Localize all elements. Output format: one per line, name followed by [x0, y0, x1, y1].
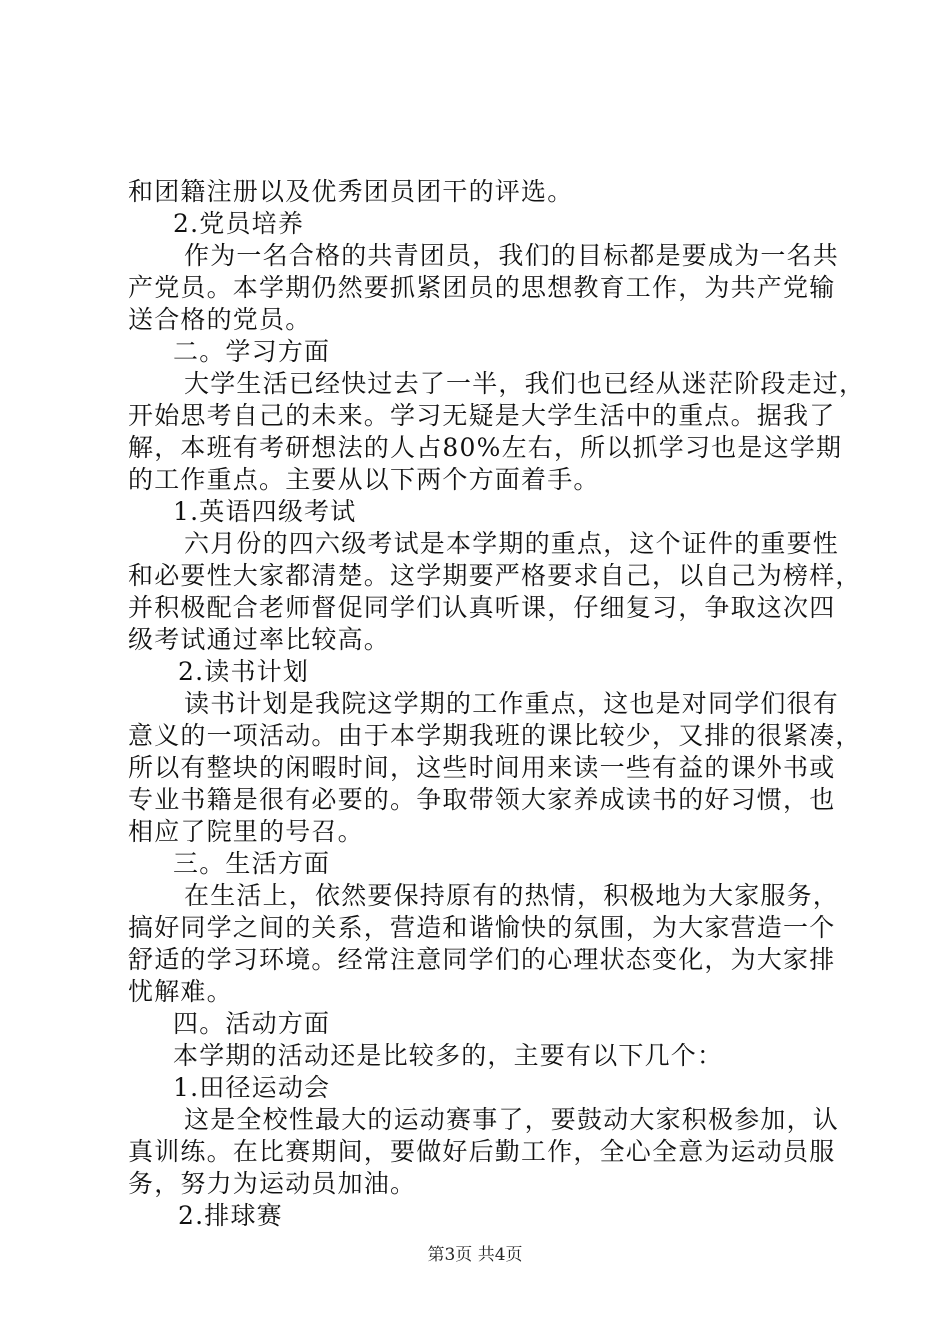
text-line: 作为一名合格的共青团员，我们的目标都是要成为一名共	[184, 241, 840, 270]
text-line: 忧解难。	[128, 977, 233, 1006]
text-line: 六月份的四六级考试是本学期的重点，这个证件的重要性	[184, 529, 840, 558]
text-line: 2.党员培养	[173, 209, 305, 238]
text-line: 2.排球赛	[178, 1201, 283, 1230]
text-line: 真训练。在比赛期间，要做好后勤工作，全心全意为运动员服	[128, 1137, 836, 1166]
document-body	[128, 176, 866, 1232]
text-line: 二。学习方面	[173, 337, 331, 366]
text-line: 专业书籍是很有必要的。争取带领大家养成读书的好习惯，也	[128, 785, 836, 814]
text-line: 的工作重点。主要从以下两个方面着手。	[128, 465, 600, 494]
text-line: 四。活动方面	[173, 1009, 331, 1038]
text-line: 意义的一项活动。由于本学期我班的课比较少，又排的很紧凑，	[128, 721, 862, 750]
text-line: 送合格的党员。	[128, 305, 312, 334]
text-line: 开始思考自己的未来。学习无疑是大学生活中的重点。据我了	[128, 401, 836, 430]
text-line: 搞好同学之间的关系，营造和谐愉快的氛围，为大家营造一个	[128, 913, 836, 942]
text-line: 务，努力为运动员加油。	[128, 1169, 417, 1198]
text-line: 1.田径运动会	[173, 1073, 331, 1102]
text-line: 级考试通过率比较高。	[128, 625, 391, 654]
text-line: 和团籍注册以及优秀团员团干的评选。	[128, 177, 574, 206]
text-line: 并积极配合老师督促同学们认真听课，仔细复习，争取这次四	[128, 593, 836, 622]
text-line: 大学生活已经快过去了一半，我们也已经从迷茫阶段走过，	[184, 369, 866, 398]
text-line: 相应了院里的号召。	[128, 817, 364, 846]
text-line: 解，本班有考研想法的人占80%左右，所以抓学习也是这学期	[128, 433, 843, 462]
text-line: 舒适的学习环境。经常注意同学们的心理状态变化，为大家排	[128, 945, 836, 974]
text-line: 1.英语四级考试	[173, 497, 357, 526]
page-footer: 第3页 共4页	[427, 1245, 523, 1265]
text-line: 在生活上，依然要保持原有的热情，积极地为大家服务，	[184, 881, 840, 910]
text-line: 这是全校性最大的运动赛事了，要鼓动大家积极参加，认	[184, 1105, 840, 1134]
text-line: 产党员。本学期仍然要抓紧团员的思想教育工作，为共产党输	[128, 273, 836, 302]
text-line: 三。生活方面	[173, 849, 331, 878]
text-line: 2.读书计划	[178, 657, 310, 686]
text-line: 所以有整块的闲暇时间，这些时间用来读一些有益的课外书或	[128, 753, 836, 782]
text-line: 读书计划是我院这学期的工作重点，这也是对同学们很有	[184, 689, 840, 718]
text-line: 本学期的活动还是比较多的，主要有以下几个：	[173, 1041, 724, 1070]
text-line: 和必要性大家都清楚。这学期要严格要求自己，以自己为榜样，	[128, 561, 862, 590]
